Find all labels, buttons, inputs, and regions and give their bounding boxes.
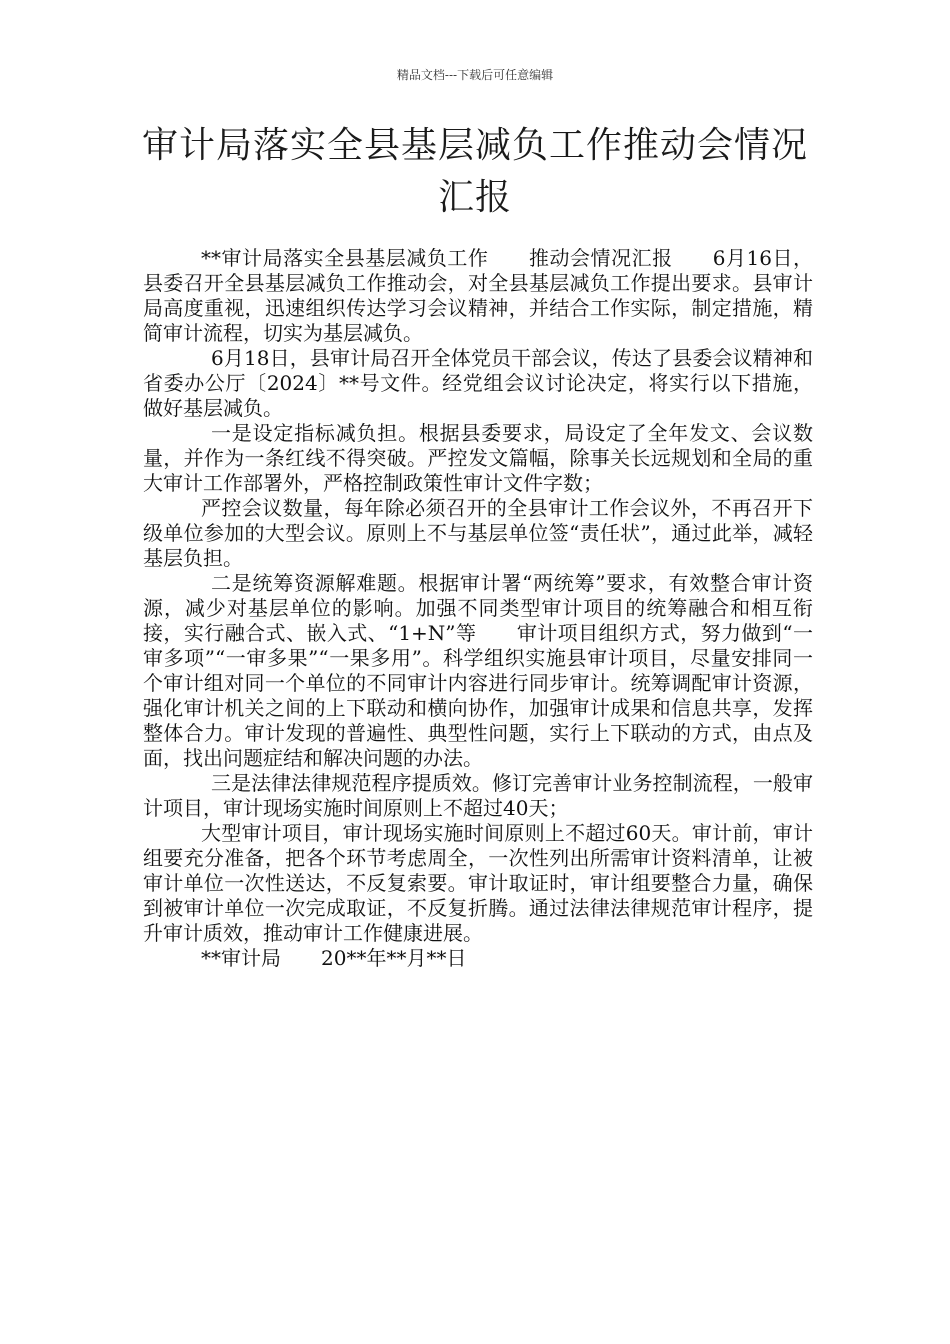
intro-text-part1: **审计局落实全县基层减负工作 <box>201 246 489 270</box>
paragraph-measure-three: 三是法律法律规范程序提质效。修订完善审计业务控制流程，一般审计项目，审计现场实施时间原则上不超过40天； <box>143 771 813 820</box>
paragraph-measure-two <box>143 571 813 771</box>
paragraph-measure-one: 一是设定指标减负担。根据县委要求，局设定了全年发文、会议数量，并作为一条红线不得突破。严控发文篇幅，除事关长远规划和全局的重大审计工作部署外，严格控制政策性审计文件字数； <box>143 421 813 495</box>
intro-text-part2: 推动会情况汇报 <box>528 246 673 270</box>
document-title: 审计局落实全县基层减负工作推动会情况汇报 <box>141 125 808 218</box>
header-note: 精品文档---下载后可任意编辑 <box>396 68 554 82</box>
paragraph-meeting-control: 严控会议数量，每年除必须召开的全县审计工作会议外，不再召开下级单位参加的大型会议。原则上不与基层单位签“责任状”，通过此举，减轻基层负担。 <box>143 496 813 570</box>
signature-line <box>143 946 813 971</box>
document-body <box>143 246 813 971</box>
measure-two-part2: 审计项目组织方式，努力做到“一审多项”“一审多果”“一果多用”。科学组织实施县审计项目，尽量安排同一个审计组对同一个单位的不同审计内容进行同步审计。统筹调配审计资源，强化审计机关之间的上下联动和横向协作，加强审计成果和信息共享，发挥整体合力。审计发现的普遍性、典型性问题，实行上下联动的方式，由点及面，找出问题症结和解决问题的办法。 <box>143 621 813 770</box>
measure-two-part1: 二是统筹资源解难题。根据审计署“两统筹”要求，有效整合审计资源，减少对基层单位的影响。加强不同类型审计项目的统筹融合和相互衔接，实行融合式、嵌入式、“1+N”等 <box>143 571 813 645</box>
paragraph-meeting: 6月18日，县审计局召开全体党员干部会议，传达了县委会议精神和省委办公厅〔2024〕**号文件。经党组会议讨论决定，将实行以下措施，做好基层减负。 <box>143 346 813 420</box>
intro-paragraph <box>143 246 813 346</box>
intro-text-part3: 6月16日，县委召开全县基层减负工作推动会，对全县基层减负工作提出要求。县审计局高度重视，迅速组织传达学习会议精神，并结合工作实际，制定措施，精简审计流程，切实为基层减负。 <box>143 246 813 345</box>
signature-org: **审计局 <box>201 946 281 970</box>
signature-date: 20**年**月**日 <box>321 946 467 970</box>
paragraph-large-projects: 大型审计项目，审计现场实施时间原则上不超过60天。审计前，审计组要充分准备，把各个环节考虑周全，一次性列出所需审计资料清单，让被审计单位一次性送达，不反复索要。审计取证时，审计组要整合力量，确保到被审计单位一次完成取证，不反复折腾。通过法律法律规范审计程序，提升审计质效，推动审计工作健康进展。 <box>143 821 813 945</box>
